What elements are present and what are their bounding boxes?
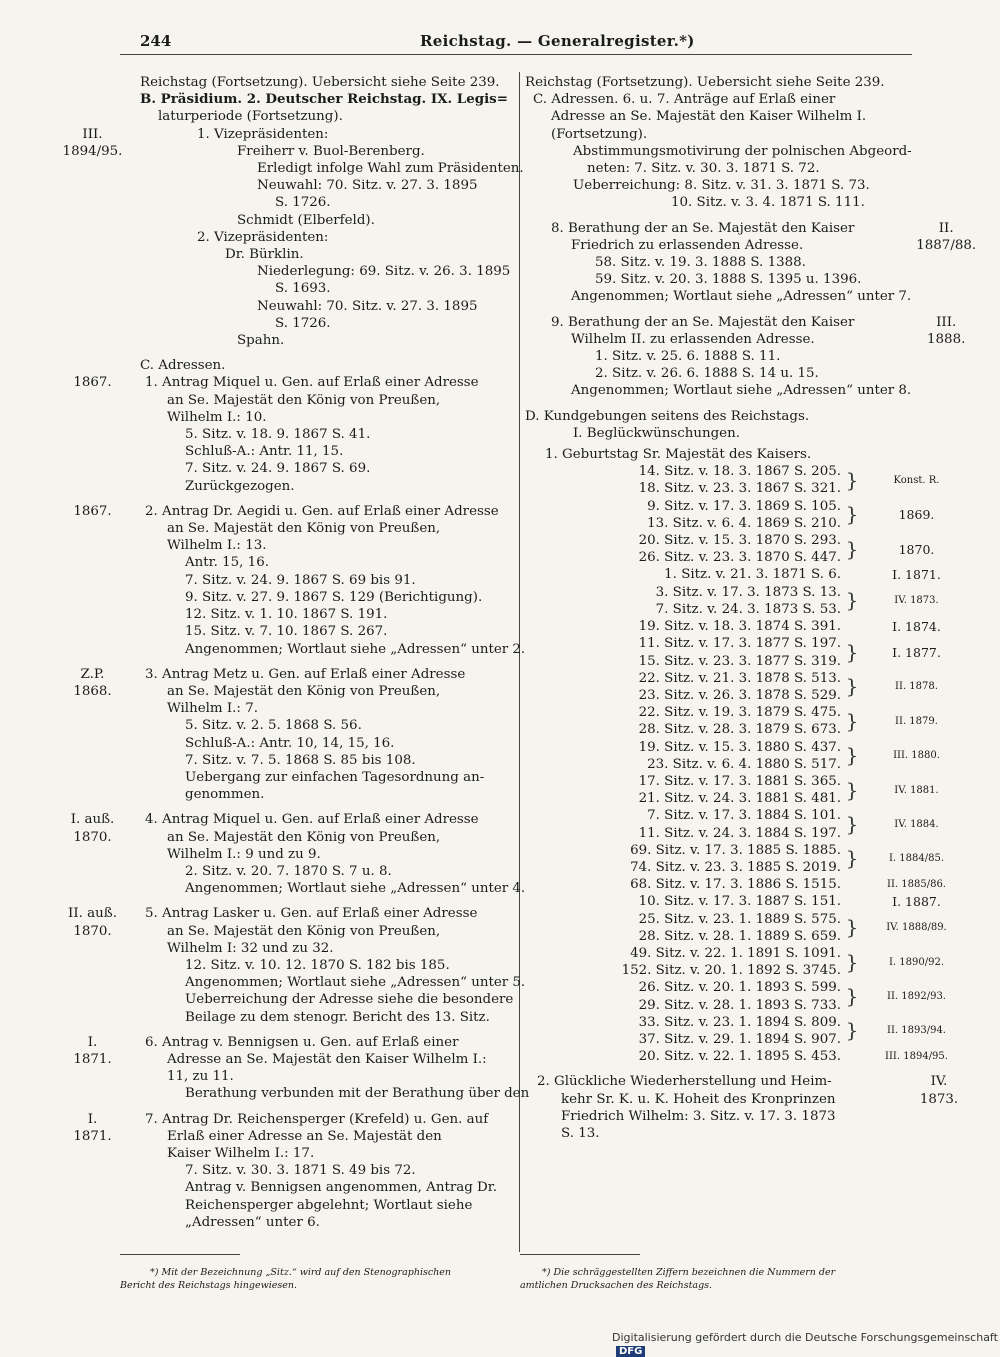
entry-line: an Se. Majestät den König von Preußen, [167,521,441,537]
entry-line: Schluß-A.: Antr. 10, 14, 15, 16. [185,735,395,751]
entry-line: Antrag v. Bennigsen angenommen, Antrag Dr. [185,1180,497,1196]
brace-mark [841,876,863,893]
session-rows [531,463,841,497]
brace-mark [841,1048,863,1065]
entry-line: „Adressen“ unter 6. [185,1214,320,1230]
continuation-heading: Reichstag (Fortsetzung). Uebersicht siehe Seite 239. [140,75,500,90]
session-year: I. 1890/92. [888,956,945,968]
birthday-heading: 1. Geburtstag Sr. Majestät des Kaisers. [545,447,812,463]
vp2-resignation: Niederlegung: 69. Sitz. v. 26. 3. 1895 [257,264,511,280]
session-rows [531,584,841,618]
entry-line: Angenommen; Wortlaut siehe „Adressen“ unter 8. [571,383,912,399]
address-entry [60,666,515,804]
entry-line: 6. Antrag v. Bennigsen u. Gen. auf Erlaß einer [145,1034,459,1050]
session-line: 17. Sitz. v. 17. 3. 1881 S. 365. [638,773,841,789]
session-line: 22. Sitz. v. 21. 3. 1878 S. 513. [638,670,841,686]
entry-line: 12. Sitz. v. 1. 10. 1867 S. 191. [185,607,388,623]
session-rows [531,979,841,1013]
session-group [531,498,970,532]
session-line: 29. Sitz. v. 28. 1. 1893 S. 733. [638,997,841,1013]
entry-year: II. auß. 1870. [68,906,117,939]
brace-mark: } [845,846,859,871]
session-group [531,463,970,497]
session-line: 9. Sitz. v. 17. 3. 1869 S. 105. [647,498,841,514]
vp1-note: Erledigt infolge Wahl zum Präsidenten. [257,161,524,177]
entry-line: 3. Antrag Metz u. Gen. auf Erlaß einer Adresse [145,666,466,682]
entry-line: Wilhelm II. zu erlassenden Adresse. [571,331,815,347]
session-group [531,911,970,945]
session-line: 68. Sitz. v. 17. 3. 1886 S. 1515. [630,877,841,893]
entry-line: Angenommen; Wortlaut siehe „Adressen“ unter 4. [185,881,526,897]
vp1-page: S. 1726. [275,195,331,211]
dfg-logo: DFG [616,1346,645,1357]
recovery-lines [537,1073,904,1142]
entry-body [551,314,911,400]
session-year: 1869. [898,507,935,523]
address-entry [60,374,515,494]
brace-mark [841,893,863,910]
entry-line: 2. Antrag Dr. Aegidi u. Gen. auf Erlaß einer Adresse [145,503,499,519]
entry-line: Uebergang zur einfachen Tagesordnung an- [185,769,485,785]
session-year: IV. 1888/89. [886,922,947,934]
session-group [531,876,970,893]
vp1-label: 1. Vizepräsidenten: [197,126,329,142]
entry-line: Friedrich zu erlassenden Adresse. [571,237,804,253]
vp2-label: 2. Vizepräsidenten: [197,229,329,245]
entry-line: 1. Sitz. v. 25. 6. 1888 S. 11. [595,349,781,365]
entry-line: 9. Sitz. v. 27. 9. 1867 S. 129 (Berichtigung). [185,589,483,605]
address-entry [60,1034,530,1103]
session-line: 19. Sitz. v. 18. 3. 1874 S. 391. [638,619,841,635]
brace-mark: } [845,743,859,768]
entry-line: Wilhelm I.: 7. [167,701,258,717]
vice-president-block [60,126,524,350]
entry-line: 7. Sitz. v. 30. 3. 1871 S. 49 bis 72. [185,1163,416,1179]
brace-mark: } [845,949,859,974]
session-line: 11. Sitz. v. 24. 3. 1884 S. 197. [638,825,841,841]
address-entry [60,905,526,1025]
entry-line: genommen. [185,787,265,803]
entry-line: Ueberreichung der Adresse siehe die besondere [185,992,514,1008]
session-group [531,1014,970,1048]
entry-body [145,666,515,804]
session-year: II. 1878. [895,681,938,693]
brace-mark: } [845,983,859,1008]
session-year: 1870. [898,541,935,557]
brace-mark: } [845,502,859,527]
session-year: I. 1887. [892,894,941,910]
vp2-reelection: Neuwahl: 70. Sitz. v. 27. 3. 1895 [257,298,478,314]
continuation-heading-right: Reichstag (Fortsetzung). Uebersicht siehe Seite 239. [525,75,885,90]
brace-mark [841,618,863,635]
brace-mark: } [845,708,859,733]
entry-line: 5. Sitz. v. 18. 9. 1867 S. 41. [185,427,371,443]
brace-mark: } [845,915,859,940]
address-entry [60,1111,515,1231]
session-group [531,566,970,583]
session-group [531,945,970,979]
entry-line: an Se. Majestät den König von Preußen, [167,923,441,939]
brace-mark: } [845,467,859,492]
session-line: 14. Sitz. v. 18. 3. 1867 S. 205. [638,464,841,480]
session-line: 28. Sitz. v. 28. 3. 1879 S. 673. [638,722,841,738]
entry-line: 4. Antrag Miquel u. Gen. auf Erlaß einer Adresse [145,812,479,828]
session-line: 7. Sitz. v. 24. 3. 1873 S. 53. [655,601,841,617]
entry-body [145,811,525,897]
entry-line: Angenommen; Wortlaut siehe „Adressen“ unter 2. [185,641,526,657]
entry-line: Wilhelm I.: 10. [167,409,267,425]
entry-year: III. 1888. [927,314,966,347]
entry-year: 1867. [73,503,112,519]
session-group [531,584,970,618]
footnote-rule-left [120,1254,240,1255]
entry-line: Antr. 15, 16. [185,555,269,571]
entry-line: Wilhelm I: 32 und zu 32. [167,940,334,956]
footnote-left [120,1266,500,1292]
session-rows [531,842,841,876]
entry-body [145,374,515,494]
session-year: IV. 1873. [894,595,939,607]
entry-line: 2. Glückliche Wiederherstellung und Heim- [537,1074,832,1090]
entry-line: 58. Sitz. v. 19. 3. 1888 S. 1388. [595,255,806,271]
entry-body [145,1111,515,1231]
session-line: 23. Sitz. v. 6. 4. 1880 S. 517. [647,756,841,772]
brace-mark: } [845,588,859,613]
session-line: 18. Sitz. v. 23. 3. 1867 S. 321. [638,481,841,497]
session-line: 19. Sitz. v. 15. 3. 1880 S. 437. [638,739,841,755]
session-group [531,1048,970,1065]
session-group [531,842,970,876]
session-line: 20. Sitz. v. 22. 1. 1895 S. 453. [638,1049,841,1065]
address-entry-right [525,314,970,400]
vp2-page: S. 1693. [275,281,331,297]
entry-line: an Se. Majestät den König von Preußen, [167,683,441,699]
session-line: 25. Sitz. v. 23. 1. 1889 S. 575. [638,911,841,927]
session-rows [531,1048,841,1065]
entry-line: 15. Sitz. v. 7. 10. 1867 S. 267. [185,624,388,640]
presentation-ref-2: 10. Sitz. v. 3. 4. 1871 S. 111. [671,195,865,211]
entry-body [145,503,525,658]
brace-mark: } [845,674,859,699]
brace-mark: } [845,777,859,802]
vp1-name2: Schmidt (Elberfeld). [237,212,375,228]
session-line: 3. Sitz. v. 17. 3. 1873 S. 13. [655,584,841,600]
presentation-ref: Ueberreichung: 8. Sitz. v. 31. 3. 1871 S. 73. [573,178,870,194]
entry-line: 2. Sitz. v. 26. 6. 1888 S. 14 u. 15. [595,366,819,382]
session-rows [531,618,841,635]
entry-line: 7. Sitz. v. 24. 9. 1867 S. 69 bis 91. [185,572,416,588]
entry-line: Wilhelm I.: 9 und zu 9. [167,846,321,862]
entry-line: Schluß-A.: Antr. 11, 15. [185,444,344,460]
session-year: IV. 1884. [894,818,939,830]
session-rows [531,1014,841,1048]
session-line: 33. Sitz. v. 23. 1. 1894 S. 809. [638,1014,841,1030]
vote-motivation: Abstimmungsmotivirung der polnischen Abgeord- [573,143,912,159]
session-line: 23. Sitz. v. 26. 3. 1878 S. 529. [638,687,841,703]
footnote-right [520,1266,900,1292]
birthday-sessions [525,463,970,1065]
session-year: I. 1874. [892,619,941,635]
session-group [531,893,970,910]
session-year: I. 1877. [892,644,941,660]
session-group [531,670,970,704]
session-rows [531,893,841,910]
session-group [531,532,970,566]
entry-line: 59. Sitz. v. 20. 3. 1888 S. 1395 u. 1396. [595,272,862,288]
session-line: 10. Sitz. v. 17. 3. 1887 S. 151. [638,894,841,910]
session-group [531,979,970,1013]
session-year: III. 1894/95. [885,1051,948,1063]
session-group [531,635,970,669]
footnote-rule-right [520,1254,640,1255]
session-rows [531,945,841,979]
session-line: 13. Sitz. v. 6. 4. 1869 S. 210. [647,515,841,531]
entry-line: 7. Antrag Dr. Reichensperger (Krefeld) u. Gen. auf [145,1111,489,1127]
header-rule [120,54,912,55]
session-group [531,773,970,807]
vp1-reelection: Neuwahl: 70. Sitz. v. 27. 3. 1895 [257,178,478,194]
session-line: 11. Sitz. v. 17. 3. 1877 S. 197. [638,636,841,652]
session-year: II. 1893/94. [887,1025,946,1037]
session-line: 22. Sitz. v. 19. 3. 1879 S. 475. [638,705,841,721]
entry-line: 9. Berathung der an Se. Majestät den Kaiser [551,314,855,330]
session-year: II. 1885/86. [887,879,946,891]
session-group [531,704,970,738]
session-rows [531,773,841,807]
entry-line: 1. Antrag Miquel u. Gen. auf Erlaß einer Adresse [145,375,479,391]
session-rows [531,498,841,532]
entry-line: Zurückgezogen. [185,478,295,494]
section-d-heading: D. Kundgebungen seitens des Reichstags. [525,408,810,424]
session-line: 69. Sitz. v. 17. 3. 1885 S. 1885. [630,842,841,858]
session-line: 28. Sitz. v. 28. 1. 1889 S. 659. [638,928,841,944]
funding-note [612,1331,1000,1357]
entry-line: Friedrich Wilhelm: 3. Sitz. v. 17. 3. 1873 [561,1108,836,1124]
page-header [120,28,910,52]
address-entry [60,811,526,897]
address-entry [60,503,526,658]
session-rows [531,876,841,893]
brace-mark [841,566,863,583]
right-column [525,74,977,1142]
session-line: 152. Sitz. v. 20. 1. 1892 S. 3745. [621,963,841,979]
session-rows [531,635,841,669]
session-line: 49. Sitz. v. 22. 1. 1891 S. 1091. [630,945,841,961]
entry-year: I. 1871. [73,1111,112,1144]
footnote-right-line1: *) Die schräggestellten Ziffern bezeichnen die Nummern der [542,1267,836,1278]
entry-line: Berathung verbunden mit der Berathung über den [185,1086,530,1102]
section-c-cont-1: C. Adressen. 6. u. 7. Anträge auf Erlaß einer [533,92,836,108]
session-year: IV. 1881. [894,784,939,796]
session-group [531,618,970,635]
session-line: 1. Sitz. v. 21. 3. 1871 S. 6. [664,567,841,583]
entry-year: Z.P. 1868. [73,666,112,699]
session-rows [531,739,841,773]
session-line: 74. Sitz. v. 23. 3. 1885 S. 2019. [630,859,841,875]
session-line: 37. Sitz. v. 29. 1. 1894 S. 907. [638,1031,841,1047]
session-line: 26. Sitz. v. 20. 1. 1893 S. 599. [638,980,841,996]
session-line: 20. Sitz. v. 15. 3. 1870 S. 293. [638,533,841,549]
entry-line: 5. Sitz. v. 2. 5. 1868 S. 56. [185,718,362,734]
footnote-right-line2: amtlichen Drucksachen des Reichstags. [520,1280,713,1291]
entry-year: I. auß. 1870. [70,812,115,845]
entry-line: 5. Antrag Lasker u. Gen. auf Erlaß einer Adresse [145,906,478,922]
brace-mark: } [845,1018,859,1043]
session-rows [531,807,841,841]
entry-year: III. 1894/95. [62,126,123,159]
session-year: III. 1880. [893,750,940,762]
address-entry-right [525,220,977,306]
entry-year: 1867. [73,375,112,391]
brace-mark: } [845,811,859,836]
footnote-left-line2: Bericht des Reichstags hingewiesen. [120,1280,298,1291]
entry-line: 11, zu 11. [167,1069,234,1085]
brace-mark: } [845,536,859,561]
entry-line: Angenommen; Wortlaut siehe „Adressen“ unter 7. [571,289,912,305]
entry-line: Adresse an Se. Majestät den Kaiser Wilhelm I.: [167,1051,487,1067]
vp2-page2: S. 1726. [275,315,331,331]
entry-line: Kaiser Wilhelm I.: 17. [167,1145,315,1161]
section-c-cont-2: Adresse an Se. Majestät den Kaiser Wilhelm I. [551,109,867,125]
address-entries [60,374,530,1231]
entry-year: II. 1887/88. [916,220,977,253]
entry-line: 8. Berathung der an Se. Majestät den Kaiser [551,220,855,236]
session-line: 21. Sitz. v. 24. 3. 1881 S. 481. [638,791,841,807]
section-c-cont-3: (Fortsetzung). [551,126,648,142]
funding-text: Digitalisierung gefördert durch die Deutsche Forschungsgemeinschaft [612,1331,998,1344]
page-title: Reichstag. — Generalregister.*) [420,32,695,50]
session-rows [531,704,841,738]
entry-body [145,905,525,1025]
vp2-name: Dr. Bürklin. [225,247,304,263]
session-year: Konst. R. [893,474,940,486]
session-group [531,807,970,841]
vote-motivation-ref: neten: 7. Sitz. v. 30. 3. 1871 S. 72. [587,161,820,177]
entry-line: Beilage zu dem stenogr. Bericht des 13. Sitz. [185,1009,490,1025]
session-year: II. 1879. [895,715,938,727]
page-number: 244 [140,32,172,50]
section-b-subheading: laturperiode (Fortsetzung). [158,109,343,125]
entry-line: kehr Sr. K. u. K. Hoheit des Kronprinzen [561,1091,836,1107]
vp1-name: Freiherr v. Buol-Berenberg. [237,143,425,159]
entry-line: 7. Sitz. v. 24. 9. 1867 S. 69. [185,461,371,477]
entry-line: 7. Sitz. v. 7. 5. 1868 S. 85 bis 108. [185,752,416,768]
brace-mark: } [845,639,859,664]
session-rows [531,911,841,945]
session-rows [531,670,841,704]
session-group [531,739,970,773]
entry-line: an Se. Majestät den König von Preußen, [167,829,441,845]
entry-line: S. 13. [561,1125,600,1141]
section-b-heading: B. Präsidium. 2. Deutscher Reichstag. IX. Legis= [140,91,508,108]
entry-line: Erlaß einer Adresse an Se. Majestät den [167,1128,442,1144]
entry-body [145,1034,529,1103]
entry-year: I. 1871. [73,1034,112,1067]
entry-line: Angenommen; Wortlaut siehe „Adressen“ unter 5. [185,975,526,991]
session-rows [531,532,841,566]
section-c-heading: C. Adressen. [140,358,226,374]
session-year: II. 1892/93. [887,990,946,1002]
entry-line: an Se. Majestät den König von Preußen, [167,392,441,408]
session-line: 26. Sitz. v. 23. 3. 1870 S. 447. [638,550,841,566]
entry-line: 12. Sitz. v. 10. 12. 1870 S. 182 bis 185. [185,957,450,973]
recovery-entry [525,1073,970,1142]
entry-line: Reichensperger abgelehnt; Wortlaut siehe [185,1197,473,1213]
section-d-subheading: I. Beglückwünschungen. [573,425,740,441]
vp2-name2: Spahn. [237,333,285,349]
session-line: 7. Sitz. v. 17. 3. 1884 S. 101. [647,808,841,824]
session-line: 15. Sitz. v. 23. 3. 1877 S. 319. [638,653,841,669]
entry-line: 2. Sitz. v. 20. 7. 1870 S. 7 u. 8. [185,863,392,879]
session-year: I. 1884/85. [888,853,945,865]
footnote-left-line1: *) Mit der Bezeichnung „Sitz.“ wird auf den Stenographischen [150,1267,452,1278]
entry-line: Wilhelm I.: 13. [167,538,267,554]
session-rows [531,566,841,583]
address-entries-right [525,220,977,400]
entry-body [551,220,911,306]
recovery-year: IV. 1873. [919,1074,959,1107]
session-year: I. 1871. [892,567,941,583]
left-column [60,74,530,1231]
